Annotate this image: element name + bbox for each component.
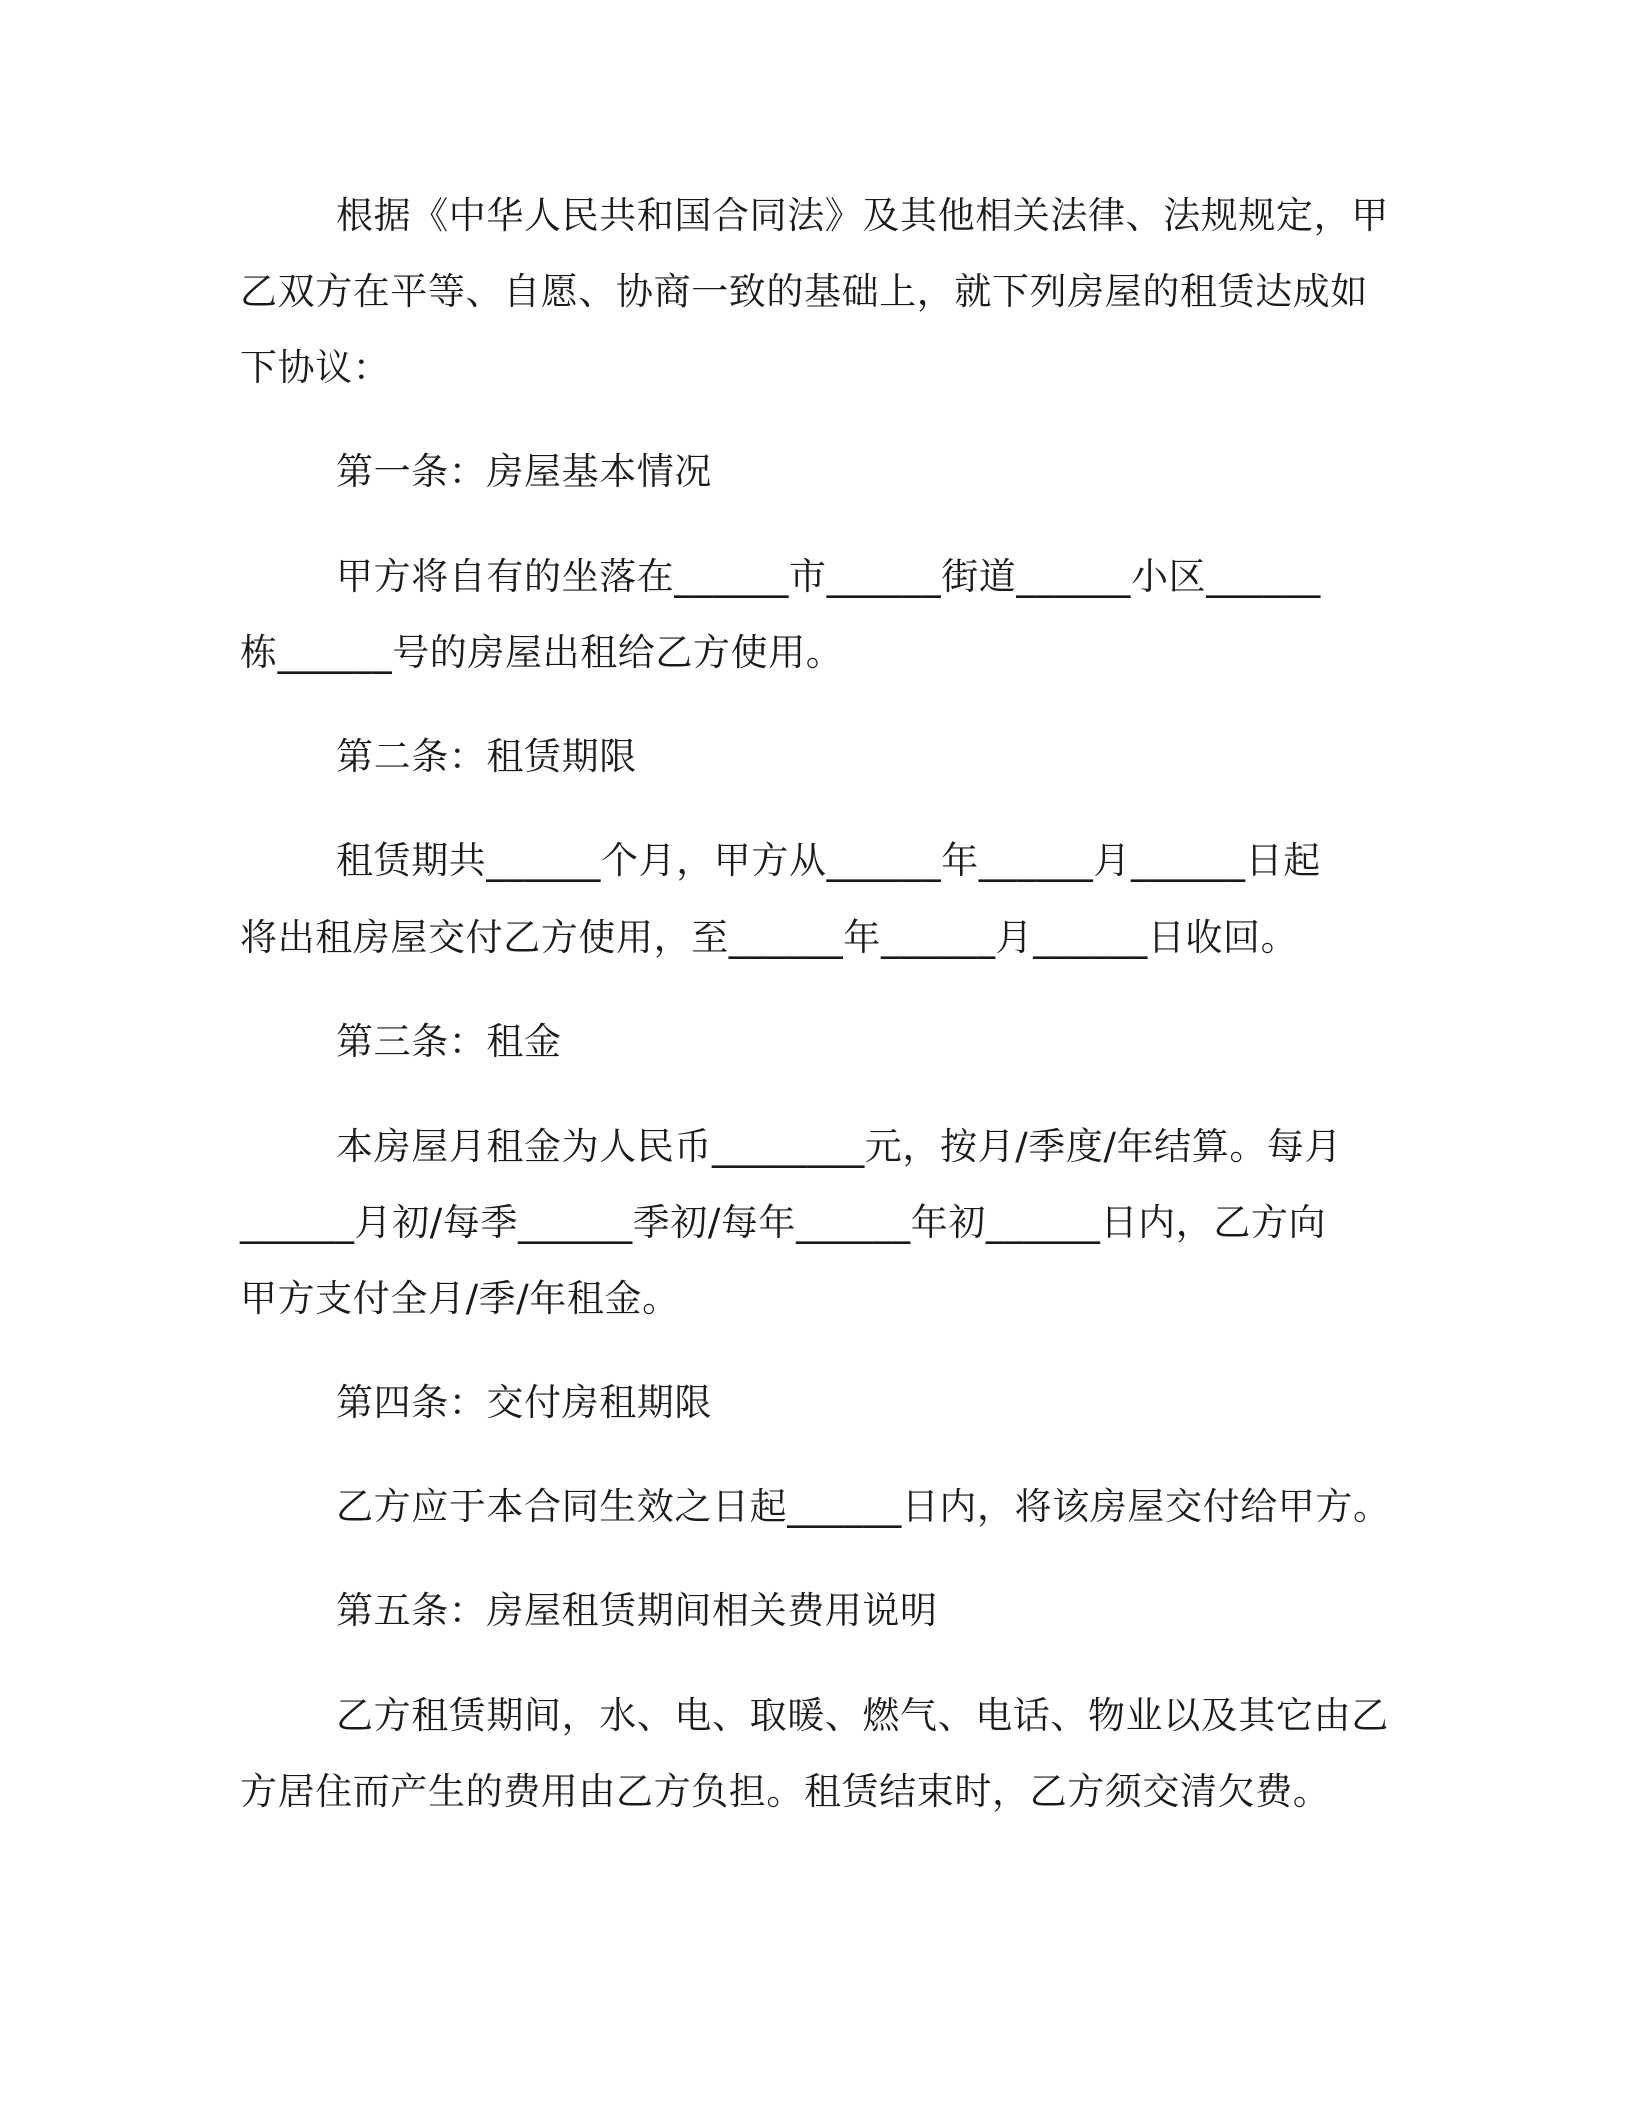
preamble-line-2: 乙双方在平等、自愿、协商一致的基础上，就下列房屋的租赁达成如 (240, 270, 1368, 313)
preamble-line-3: 下协议： (240, 346, 391, 389)
article-5-line-1: 乙方租赁期间，水、电、取暖、燃气、电话、物业以及其它由乙 (336, 1694, 1389, 1737)
article-1-line-2: 栋______号的房屋出租给乙方使用。 (240, 631, 844, 674)
article-4-line-1: 乙方应于本合同生效之日起______日内，将该房屋交付给甲方。 (336, 1485, 1391, 1528)
article-4-heading: 第四条：交付房租期限 (336, 1381, 712, 1424)
article-3-heading: 第三条：租金 (336, 1020, 562, 1063)
article-3-line-3: 甲方支付全月/季/年租金。 (240, 1277, 680, 1320)
article-3-line-2: ______月初/每季______季初/每年______年初______日内，乙方向 (240, 1201, 1327, 1244)
preamble-line-1: 根据《中华人民共和国合同法》及其他相关法律、法规规定，甲 (336, 194, 1389, 237)
article-5-line-2: 方居住而产生的费用由乙方负担。租赁结束时，乙方须交清欠费。 (240, 1770, 1331, 1813)
article-1-heading: 第一条：房屋基本情况 (336, 450, 712, 493)
article-5-heading: 第五条：房屋租赁期间相关费用说明 (336, 1589, 938, 1632)
article-1-line-1: 甲方将自有的坐落在______市______街道______小区______ (336, 555, 1321, 598)
article-2-line-2: 将出租房屋交付乙方使用，至______年______月______日收回。 (240, 916, 1299, 959)
article-2-heading: 第二条：租赁期限 (336, 735, 637, 778)
article-3-line-1: 本房屋月租金为人民币________元，按月/季度/年结算。每月 (336, 1125, 1343, 1168)
article-2-line-1: 租赁期共______个月，甲方从______年______月______日起 (336, 839, 1321, 882)
document-page (240, 0, 1400, 2112)
